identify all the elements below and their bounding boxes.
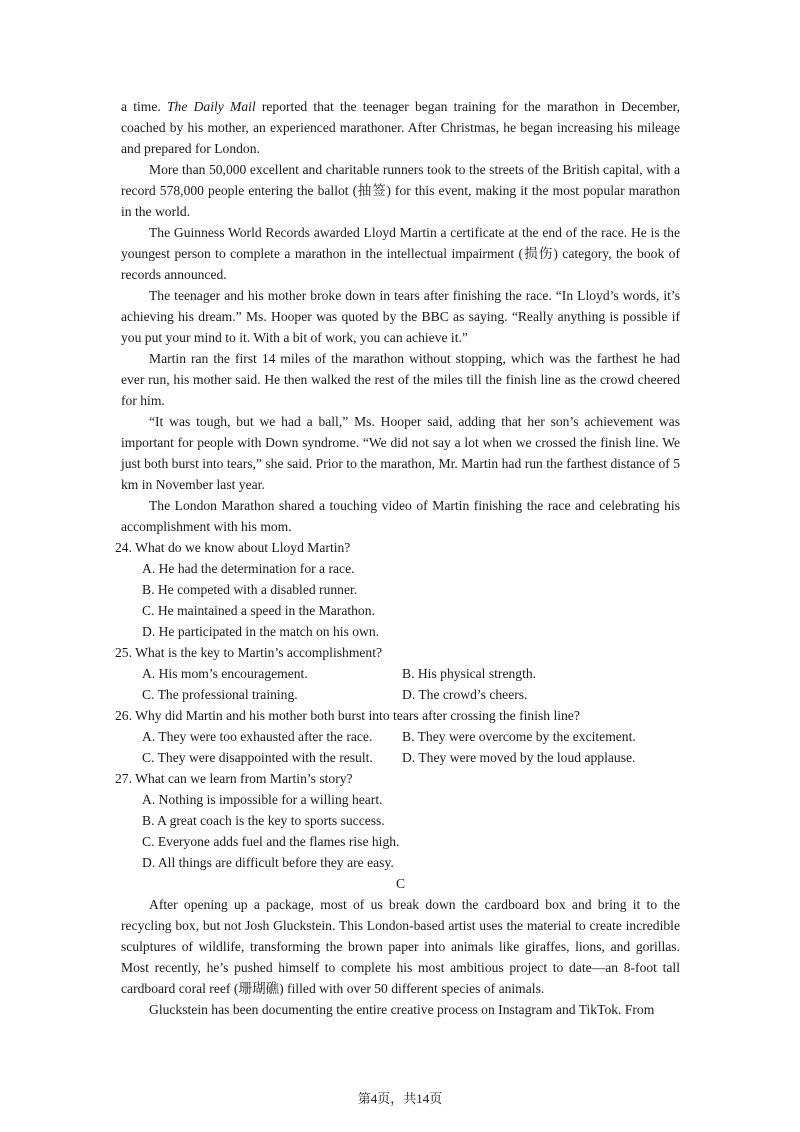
question-27-option-b: B. A great coach is the key to sports success. bbox=[142, 813, 385, 828]
passage-b-paragraph-5: Martin ran the first 14 miles of the marathon without stopping, which was the farthest he had ever run, his mother said. He then walked the rest of the miles till the finish line as the crowd cheered for him. bbox=[121, 351, 680, 408]
passage-b-paragraph-2: More than 50,000 excellent and charitable runners took to the streets of the British capital, with a record 578,000 people entering the ballot (抽签) for this event, making it the most popular marathon in the world. bbox=[121, 162, 680, 219]
question-24-option-a: A. He had the determination for a race. bbox=[142, 561, 355, 576]
passage-c-paragraph-2: Gluckstein has been documenting the entire creative process on Instagram and TikTok. From bbox=[149, 1002, 655, 1017]
question-26-option-d: D. They were moved by the loud applause. bbox=[402, 750, 636, 765]
question-27-option-c: C. Everyone adds fuel and the flames rise high. bbox=[142, 834, 400, 849]
question-25-option-d: D. The crowd’s cheers. bbox=[402, 687, 528, 702]
question-26-option-b: B. They were overcome by the excitement. bbox=[402, 729, 636, 744]
question-26-option-c: C. They were disappointed with the result. bbox=[142, 750, 373, 765]
question-25-option-a: A. His mom’s encouragement. bbox=[142, 666, 308, 681]
question-27-option-a: A. Nothing is impossible for a willing heart. bbox=[142, 792, 383, 807]
question-26-stem: 26. Why did Martin and his mother both burst into tears after crossing the finish line? bbox=[115, 708, 580, 723]
question-26-option-a: A. They were too exhausted after the race. bbox=[142, 729, 373, 744]
question-25-option-b: B. His physical strength. bbox=[402, 666, 537, 681]
passage-b-paragraph-1: a time. The Daily Mail reported that the teenager began training for the marathon in December, coached by his mother, an experienced marathoner. After Christmas, he began increasing his mileage and prepared for London. bbox=[121, 99, 680, 156]
section-letter-c: C bbox=[395, 876, 406, 891]
question-24-option-c: C. He maintained a speed in the Marathon. bbox=[142, 603, 375, 618]
question-27-option-d: D. All things are difficult before they are easy. bbox=[142, 855, 394, 870]
question-25-options-row-1 bbox=[142, 663, 680, 684]
question-26-options-row-1 bbox=[142, 726, 680, 747]
exam-page-content bbox=[115, 96, 680, 1020]
passage-c-paragraph-1: After opening up a package, most of us break down the cardboard box and bring it to the recycling box, but not Josh Gluckstein. This London-based artist uses the material to create incredible sculptures of wildlife, transforming the brown paper into animals like giraffes, lions, and gorillas. Most recently, he’s pushed himself to complete his most ambitious project to date—an 8-foot tall cardboard coral reef (珊瑚礁) filled with over 50 different species of animals. bbox=[121, 897, 680, 996]
passage-b-paragraph-6: “It was tough, but we had a ball,” Ms. Hooper said, adding that her son’s achievement was important for people with Down syndrome. “We did not say a lot when we crossed the finish line. We just both burst into tears,” she said. Prior to the marathon, Mr. Martin had run the farthest distance of 5 km in November last year. bbox=[121, 414, 680, 492]
question-27-stem: 27. What can we learn from Martin’s story? bbox=[115, 771, 353, 786]
question-24-option-d: D. He participated in the match on his own. bbox=[142, 624, 380, 639]
question-25-stem: 25. What is the key to Martin’s accomplishment? bbox=[115, 645, 383, 660]
passage-b-paragraph-3: The Guinness World Records awarded Lloyd Martin a certificate at the end of the race. He is the youngest person to complete a marathon in the intellectual impairment (损伤) category, the book of records announced. bbox=[121, 225, 680, 282]
question-26-options-row-2 bbox=[142, 747, 680, 768]
newspaper-title: The Daily Mail bbox=[167, 99, 256, 114]
question-24-option-b: B. He competed with a disabled runner. bbox=[142, 582, 358, 597]
page-number-footer: 第4页，共14页 bbox=[357, 1091, 443, 1106]
question-24-stem: 24. What do we know about Lloyd Martin? bbox=[115, 540, 351, 555]
question-25-options-row-2 bbox=[142, 684, 680, 705]
passage-b-paragraph-7: The London Marathon shared a touching video of Martin finishing the race and celebrating his accomplishment with his mom. bbox=[121, 498, 680, 534]
question-25-option-c: C. The professional training. bbox=[142, 687, 298, 702]
passage-b-paragraph-4: The teenager and his mother broke down in tears after finishing the race. “In Lloyd’s words, it’s achieving his dream.” Ms. Hooper was quoted by the BBC as saying. “Really anything is possible if you put your mind to it. With a bit of work, you can achieve it.” bbox=[121, 288, 680, 345]
